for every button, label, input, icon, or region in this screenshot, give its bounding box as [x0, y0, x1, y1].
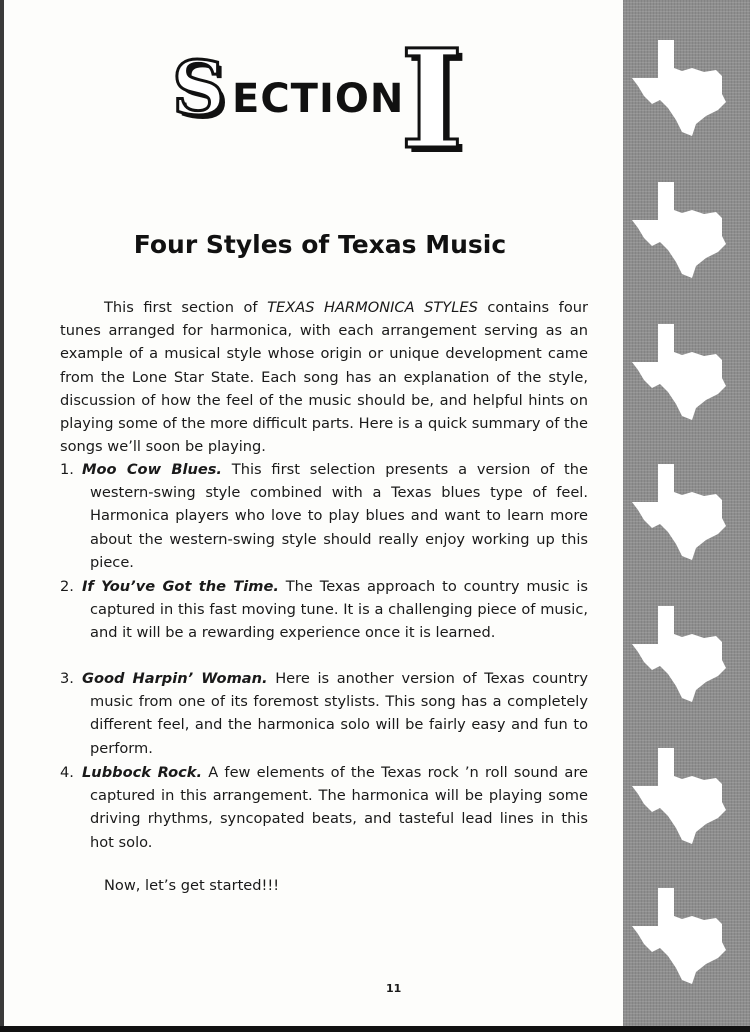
texas-map-icon: [630, 180, 730, 280]
section-initial-letter: S: [172, 46, 226, 132]
section-heading: [170, 20, 464, 180]
section-word: ECTION: [232, 76, 405, 122]
item-number: 4.: [60, 764, 74, 781]
item-description: A few elements of the Texas rock ’n roll sound are captured in this arrangement. The harmonica will be playing some driving rhythms, syncopated beats, and tasteful lead lines in this hot solo.: [90, 764, 588, 851]
texas-map-icon: [630, 886, 730, 986]
list-item: [60, 761, 588, 854]
intro-paragraph: [60, 296, 588, 458]
intro-text-start: This first section of: [104, 299, 268, 316]
list-item: [60, 667, 588, 760]
texas-map-icon: [630, 604, 730, 704]
book-title: TEXAS HARMONICA STYLES: [267, 299, 478, 316]
closing-line: Now, let’s get started!!!: [104, 877, 280, 894]
list-item: [60, 458, 588, 574]
song-title: If You’ve Got the Time.: [82, 578, 279, 595]
song-title: Moo Cow Blues.: [82, 461, 222, 478]
section-numeral: I: [400, 20, 464, 180]
texas-map-icon: [630, 462, 730, 562]
page-number: 11: [386, 982, 402, 995]
item-description: The Texas approach to country music is captured in this fast moving tune. It is a challenging piece of music, and it will be a rewarding experience once it is learned.: [90, 578, 588, 642]
item-description: Here is another version of Texas country music from one of its foremost stylists. This song has a completely different feel, and the harmonica solo will be fairly easy and fun to perform.: [90, 670, 588, 757]
page-bottom-edge: [0, 1026, 750, 1032]
song-title: Good Harpin’ Woman.: [82, 670, 268, 687]
texas-map-icon: [630, 322, 730, 422]
page-title: Four Styles of Texas Music: [133, 230, 507, 259]
texas-map-icon: [630, 38, 730, 138]
texas-map-icon: [630, 746, 730, 846]
song-title: Lubbock Rock.: [82, 764, 203, 781]
item-number: 2.: [60, 578, 74, 595]
item-number: 1.: [60, 461, 74, 478]
list-item: [60, 575, 588, 645]
item-number: 3.: [60, 670, 74, 687]
intro-text-rest: contains four tunes arranged for harmonica, with each arrangement serving as an example of a musical style whose origin or unique development came from the Lone Star State. Each song has an explanation of the style, discussion of how the feel of the music should be, and helpful hints on playing some of the more difficult parts. Here is a quick summary of the songs we’ll soon be playing.: [60, 299, 589, 456]
item-description: This first selection presents a version of the western-swing style combined with a Texas blues type of feel. Harmonica players who love to play blues and want to learn more about the western-swing style should really enjoy working up this piece.: [90, 461, 588, 571]
page-left-edge: [0, 0, 4, 1032]
